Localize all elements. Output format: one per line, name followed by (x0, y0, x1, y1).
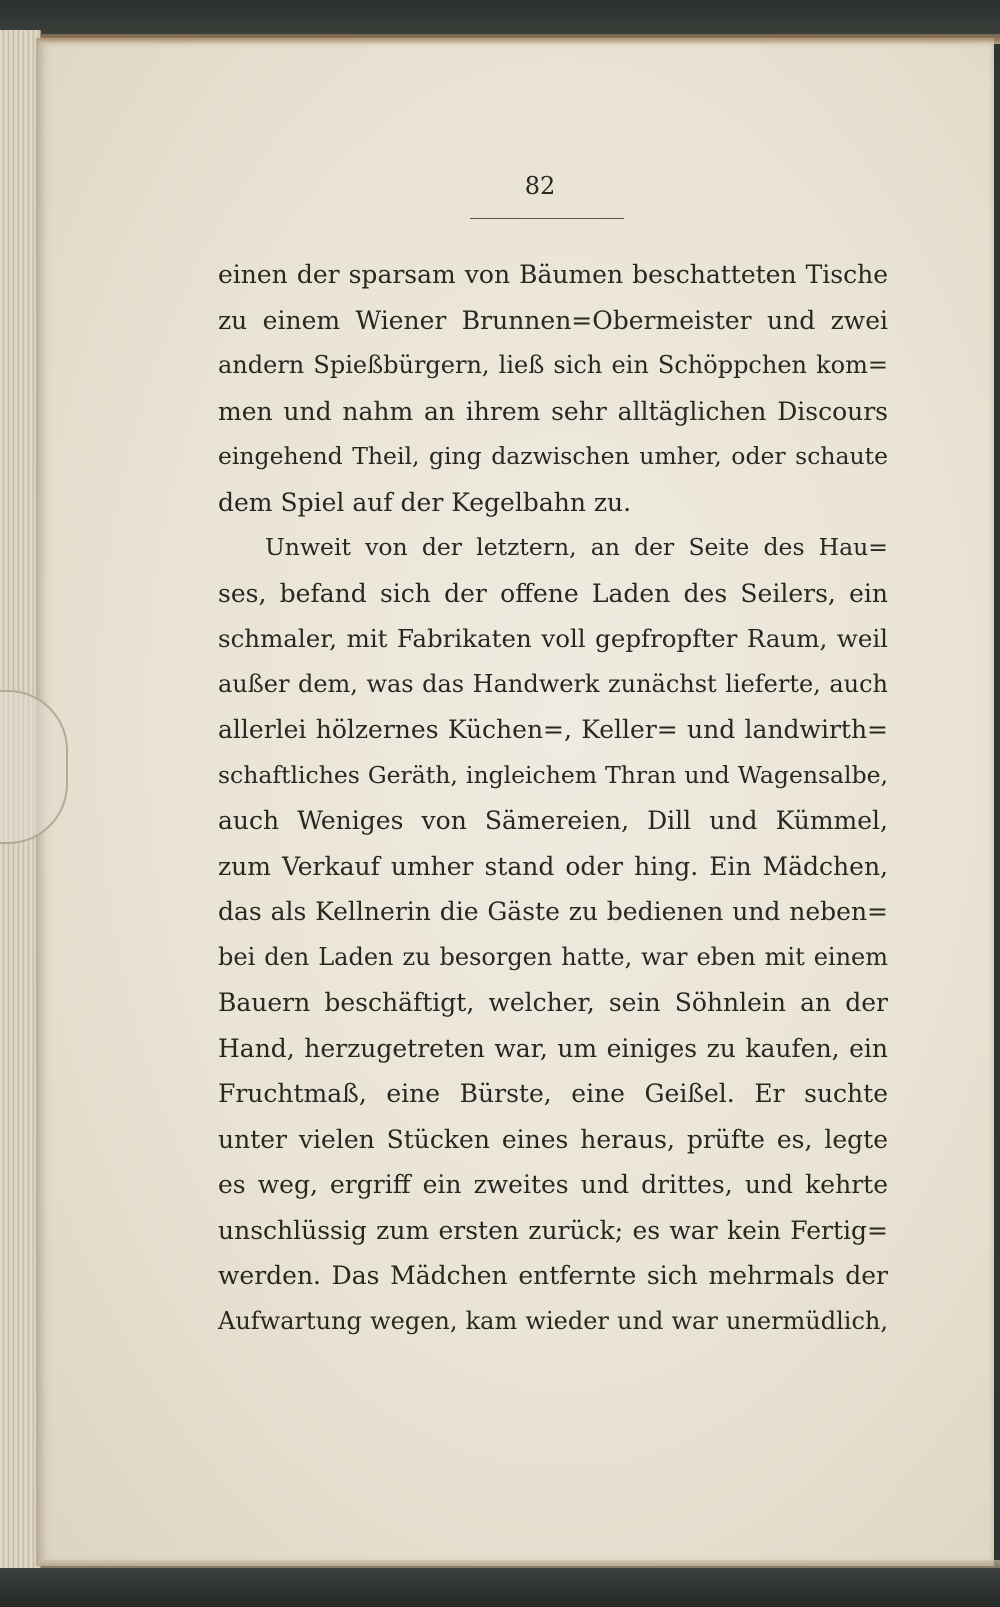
text-line: eingehend Theil, ging dazwischen umher, oder schaute (218, 442, 888, 470)
text-line: das als Kellnerin die Gäste zu bedienen und neben= (218, 897, 888, 926)
body-text (218, 252, 888, 1344)
page-top-edge (40, 34, 1000, 44)
text-line: zu einem Wiener Brunnen=Obermeister und zwei (218, 305, 888, 335)
text-line: men und nahm an ihrem sehr alltäglichen Discours (218, 396, 888, 426)
text-line: schaftliches Geräth, ingleichem Thran und Wagensalbe, (218, 760, 888, 789)
text-line: dem Spiel auf der Kegelbahn zu. (218, 487, 632, 517)
page-number: 82 (524, 172, 556, 200)
text-line: unschlüssig zum ersten zurück; es war kein Fertig= (218, 1215, 888, 1245)
text-line: zum Verkauf umher stand oder hing. Ein Mädchen, (218, 851, 888, 881)
text-line: einen der sparsam von Bäumen beschatteten Tische (218, 260, 888, 289)
text-line: Aufwartung wegen, kam wieder und war unermüdlich, (218, 1306, 888, 1335)
text-line: ses, befand sich der offene Laden des Seilers, ein (218, 578, 888, 608)
text-line: schmaler, mit Fabrikaten voll gepfropfter Raum, weil (218, 624, 888, 653)
text-line: allerlei hölzernes Küchen=, Keller= und landwirth= (218, 715, 888, 744)
text-line: außer dem, was das Handwerk zunächst lieferte, auch (218, 669, 888, 698)
scan-background-bottom (0, 1568, 1000, 1607)
text-line: auch Weniges von Sämereien, Dill und Kümmel, (218, 806, 888, 835)
text-line: Unweit von der letztern, an der Seite des Hau= (265, 533, 888, 561)
text-line: es weg, ergriff ein zweites und drittes, und kehrte (218, 1170, 888, 1199)
scan-background-top (0, 0, 1000, 36)
header-rule (470, 218, 624, 219)
text-line: Bauern beschäftigt, welcher, sein Söhnlein an der (218, 988, 888, 1017)
text-line: Fruchtmaß, eine Bürste, eine Geißel. Er suchte (218, 1079, 888, 1108)
text-line: bei den Laden zu besorgen hatte, war eben mit einem (218, 942, 888, 971)
text-line: andern Spießbürgern, ließ sich ein Schöppchen kom= (218, 351, 888, 379)
text-line: unter vielen Stücken eines heraus, prüfte es, legte (218, 1124, 888, 1154)
text-line: Hand, herzugetreten war, um einiges zu kaufen, ein (218, 1033, 888, 1063)
text-line: werden. Das Mädchen entfernte sich mehrmals der (218, 1261, 888, 1290)
